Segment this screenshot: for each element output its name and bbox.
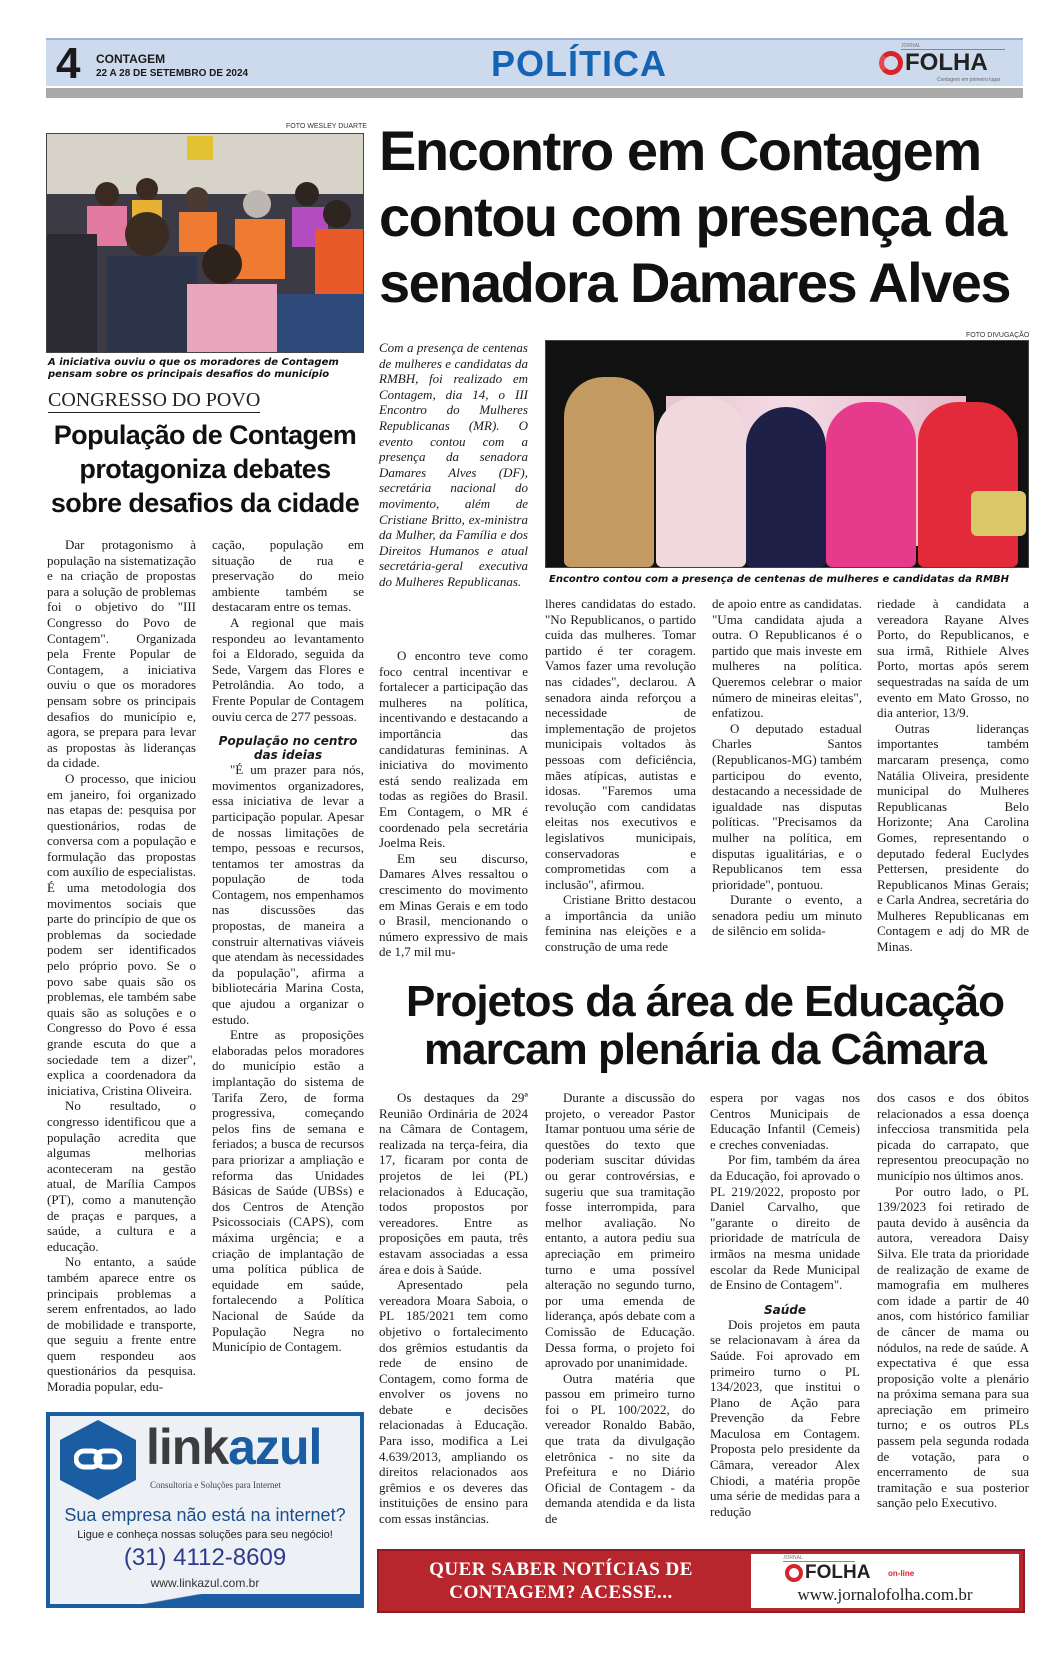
paragraph: No entanto, a saúde também aparece entre os principais problemas a serem enfrentados, ao lado de mobilidade e transporte, que seguiu a frente entre quem respondeu aos questionários da pesquisa. Moradia popular, edu- <box>47 1254 196 1395</box>
logo-o-ring-icon <box>879 51 903 75</box>
subheading: População no centro das ideias <box>218 734 358 763</box>
paragraph: Dar protagonismo à população na sistematização e na criação de propostas para a solução de problemas foi o objetivo do "III Congresso do Povo de Contagem". Organizada pela Frente Popular de Contagem, a iniciativa ouviu o que os moradores pensam sobre os principais desafios do município e, agora, se prepara para levar as propostas às lideranças da cidade. <box>47 537 196 771</box>
linkazul-pitch: Ligue e conheça nossas soluções para seu negócio! <box>77 1529 333 1541</box>
article-column <box>712 596 862 939</box>
decorative-swoosh <box>50 1594 360 1604</box>
person-figure <box>826 402 916 567</box>
paragraph: riedade à candidata a vereadora Rayane Alves Porto, do Republicanos, e sua irmã, Rithiele Alves Porto, mortas após serem sequestradas na saída de um evento em Mato Grosso, no dia anterior, 13/9. <box>877 596 1029 721</box>
linkazul-brand <box>146 1418 321 1476</box>
person-figure <box>746 407 826 567</box>
article-column <box>212 537 364 1355</box>
chain-link-icon <box>74 1446 122 1472</box>
paragraph: "É um prazer para nós, movimentos organizadores, essa iniciativa de levar a participação popular. Apesar de nossas limitações de tempo, pessoas e recursos, tentamos ter amostras da população de toda Contagem, nos empenhamos nas discussões das propostas, de maneira a construir alternativas viáveis que atendam às necessidades da população", afirma a bibliotecária Marina Costa, que ajudou a organizar o estudo. <box>212 762 364 1027</box>
paragraph: O processo, que iniciou em janeiro, foi organizado nas etapas de: pesquisa por questionários, rodas de conversa com a população e formulação das propostas com auxílio de especialistas. É uma metodologia dos movimentos sociais que parte do princípio de que os problemas da sociedade podem ser identificados pelo próprio povo. Se o povo sabe quais são os problemas, ele também sabe quais são as soluções e o Congresso do Povo é essa grande escuta do que a sociedade tem a dizer", explica a coordenadora da iniciativa, Cristina Oliveira. <box>47 770 196 1098</box>
brand-part: azul <box>228 1419 322 1475</box>
flower-gift <box>971 491 1026 536</box>
paragraph: Dois projetos em pauta se relacionavam à área da Saúde. Foi aprovado em primeiro turno o PL 134/2023, que institui o Plano de Ação para Prevenção da Febre Maculosa em Contagem. Proposta pelo presidente da Câmara, vereador Alex Chiodi, a matéria propõe uma série de medidas para a redução <box>710 1316 860 1519</box>
paragraph: cação, população em situação de rua e preservação do meio ambiente também se destacaram entre os temas. <box>212 537 364 615</box>
article-column <box>545 1090 695 1527</box>
article-headline: População de Contagem protagoniza debates sobre desafios da cidade <box>50 420 360 518</box>
logo-tagline: Contagem em primeiro lugar <box>937 77 1001 83</box>
article-column <box>710 1090 860 1519</box>
edition-dates: 22 A 28 DE SETEMBRO DE 2024 <box>96 68 249 79</box>
paragraph: No resultado, o congresso identificou que a população acredita que algumas melhorias aconteceram na gestão atual, de Marília Campos (PT), como a manutenção de praças e parques, a saúde, a cultura e a educação. <box>47 1098 196 1254</box>
folha-online-ad[interactable] <box>377 1549 1025 1613</box>
masthead-divider <box>46 88 1023 98</box>
city-label: CONTAGEM <box>96 52 166 66</box>
logo-jornal-label: JORNAL <box>783 1555 855 1562</box>
subheading: Saúde <box>763 1302 806 1317</box>
logo-name: FOLHA <box>905 49 988 76</box>
audience-photo <box>46 133 364 353</box>
brand-part: link <box>146 1419 229 1475</box>
paragraph: Outras lideranças importantes também marcaram presença, como Natália Oliveira, presidente municipal do Mulheres Republicanas Belo Horizonte; Ana Carolina Gomes, representando o deputado federal Euclydes Pettersen, presidente do Republicanos Minas Gerais; e Carla Andrea, secretária do Mulheres Republicanas em Contagem e adj do MR de Minas. <box>877 720 1029 955</box>
paragraph: Durante o evento, a senadora pediu um minuto de silêncio em solida- <box>712 892 862 939</box>
paragraph: espera por vagas nos Centros Municipais de Educação Infantil (Cemeis) e creches conveniadas. <box>710 1090 860 1152</box>
logo-jornal-label: JORNAL <box>901 43 1005 50</box>
audience-illustration <box>47 134 364 353</box>
linkazul-subtitle: Consultoria e Soluções para Internet <box>150 1480 281 1490</box>
headline-line: Projetos da área de Educação <box>405 977 1005 1026</box>
article-column <box>877 596 1029 955</box>
section-title: POLÍTICA <box>491 43 667 84</box>
paragraph: Durante a discussão do projeto, o vereador Pastor Itamar pontuou uma série de questões do texto que poderiam suscitar dúvidas ou gerar controvérsias, e sugeriu que sua tramitação fosse interrompida, para melhor avaliação. No entanto, a autora pediu sua apreciação em primeiro turno e uma possível alteração no segundo turno, por uma emenda de liderança, após debate com a Comissão de Educação. Dessa forma, o projeto foi aprovado por unanimidade. <box>545 1090 695 1371</box>
page-number: 4 <box>56 39 81 88</box>
linkazul-url[interactable]: www.linkazul.com.br <box>150 1576 260 1590</box>
person-figure <box>918 402 1018 567</box>
paragraph: O deputado estadual Charles Santos (Republicanos-MG) também participou do evento, destacando a necessidade de igualdade nas disputas políticas. "Precisamos da mulher na política, em disputas igualitárias, e o Republicanos tem essa prioridade", pontuou. <box>712 720 862 892</box>
person-figure <box>564 377 654 567</box>
linkazul-ad[interactable] <box>46 1412 364 1608</box>
paragraph: Em seu discurso, Damares Alves ressaltou o crescimento do movimento em Minas Gerais e em todo o Brasil, mencionando o número expressivo de mais de 1,7 mil mu- <box>379 850 528 960</box>
article-column <box>47 537 196 1395</box>
folha-online-box <box>751 1554 1019 1608</box>
person-figure <box>656 397 746 567</box>
photo-caption: Encontro contou com a presença de centenas de mulheres e candidatas da RMBH <box>549 574 1010 585</box>
paragraph: Por outro lado, o PL 139/2023 foi retirado de pauta devido à ausência da autora, vereadora Daisy Silva. Ele trata da prioridade de realização de exame de mamografia em mulheres com idade a partir de 40 anos, com histórico familiar de câncer de mama ou nódulos, na rede de saúde. A expectativa é que essa proposição volte a plenário na próxima semana para sua apreciação em primeiro turno; e os outros PLs passem pela segunda rodada de votação, para o encerramento de sua tramitação e sua posterior sanção pelo Executivo. <box>877 1183 1029 1511</box>
folha-logo <box>879 43 1011 85</box>
ad-message: QUER SABER NOTÍCIAS DE CONTAGEM? ACESSE... <box>429 1559 693 1603</box>
photo-credit: FOTO WESLEY DUARTE <box>286 123 367 130</box>
main-headline <box>379 118 1031 316</box>
paragraph: Os destaques da 29ª Reunião Ordinária de 2024 na Câmara de Contagem, realizada na terça-feira, dia 17, ficaram por conta de projetos de lei (PL) relacionados à Educação, todos propostos por vereadores. Entre as proposições em pauta, três estavam associadas a essa área e dois à Saúde. <box>379 1090 528 1277</box>
article-column <box>877 1090 1029 1511</box>
kicker-label: CONGRESSO DO POVO <box>48 389 261 411</box>
linkazul-question: Sua empresa não está na internet? <box>64 1505 346 1525</box>
masthead <box>46 38 1023 86</box>
paragraph: de apoio entre as candidatas. "Uma candidata ajuda a outra. O Republicanos é o partido que mais investe em mulheres na política. Queremos celebrar o maior número de mineiras eleitas", enfatizou. <box>712 596 862 721</box>
article-column <box>379 1090 528 1527</box>
online-label: on-line <box>888 1569 915 1578</box>
paragraph: Outra matéria que passou em primeiro turno foi o PL 100/2022, do vereador Ronaldo Babão, que trata da divulgação eletrônica - no site da Prefeitura e no Diário Oficial de Contagem - da demanda atendida e da lista de <box>545 1370 695 1527</box>
photo-credit: FOTO DIVUGAÇÃO <box>966 332 1030 339</box>
linkazul-phone[interactable]: (31) 4112-8609 <box>123 1544 287 1571</box>
paragraph: A regional que mais respondeu ao levantamento foi a Eldorado, seguida da Sede, Vargem das Flores e Petrolândia. Ao todo, a Frente Popular de Contagem ouviu cerca de 277 pessoas. <box>212 614 364 724</box>
event-photo <box>545 340 1029 568</box>
headline-line: contou com presença da <box>379 185 1006 248</box>
paragraph: dos casos e dos óbitos relacionados a essa doença infecciosa transmitida pela picada do carrapato, que representou preocupação no município nos últimos anos. <box>877 1090 1029 1183</box>
paragraph: Cristiane Britto destacou a importância da união feminina nas eleições e a construção de uma rede <box>545 892 696 955</box>
article-intro: Com a presença de centenas de mulheres e candidatas da RMBH, foi realizado em Contagem, dia 14, o III Encontro do Mulheres Republicanas (MR). O evento contou com a presença da senadora Damares Alves (DF), secretária nacional do movimento, além de Cristiane Britto, ex-ministra da Mulher, da Família e dos Direitos Humanos e atual secretária-geral executiva do Mulheres Republicanas. <box>379 340 528 589</box>
photo-caption: A iniciativa ouviu o que os moradores de Contagem pensam sobre os principais desafios do município <box>48 357 339 380</box>
paragraph: lheres candidatas do estado. "No Republicanos, o partido cuida das mulheres. Tomar partido é ter coragem. Vamos fazer uma revolução nas cidades", declarou. A senadora ainda reforçou a necessidade de implementação de projetos municipais voltados às pessoas com deficiência, mães atípicas, autistas e idosas. "Faremos uma revolução com candidatas eleitas nos executivos e legislativos municipais, conservadoras e comprometidas com a inclusão", afirmou. <box>545 596 696 892</box>
headline-line: senadora Damares Alves <box>379 251 1011 314</box>
article-column <box>545 596 696 955</box>
paragraph: Por fim, também da área da Educação, foi aprovado o PL 219/2022, proposto por Daniel Carvalho, que "garante o direito de prioridade de matrícula de irmãos na mesma unidade escolar da Rede Municipal de Ensino de Contagem". <box>710 1152 860 1293</box>
paragraph: Entre as proposições elaboradas pelos moradores do município estão a implantação do sistema de Tarifa Zero, de forma progressiva, começando pelos fins de semana e feriados; a busca de recursos para priorizar a ampliação e reforma das Unidades Básicas de Saúde (UBSs) e dos Centros de Atenção Psicossociais (CAPS), com máxima urgência; e a criação de implantação de uma política pública de equidade em saúde, fortalecendo a Política Nacional de Saúde da População Negra no Município de Contagem. <box>212 1027 364 1355</box>
headline-line: Encontro em Contagem <box>379 119 981 182</box>
folha-url[interactable]: www.jornalofolha.com.br <box>797 1585 973 1604</box>
paragraph: O encontro teve como foco central incentivar e fortalecer a participação das mulheres na política, incentivando e destacando a importância das candidaturas femininas. A iniciativa do movimento está sendo realizada em todas as regiões do Brasil. Em Contagem, o MR é coordenado pela secretária Joelma Reis. <box>379 648 528 851</box>
logo-o-ring-icon <box>785 1564 803 1582</box>
headline-line: marcam plenária da Câmara <box>424 1025 986 1074</box>
second-headline <box>379 978 1031 1074</box>
article-column <box>379 648 528 960</box>
paragraph: Apresentado pela vereadora Moara Saboia, o PL 185/2021 tem como objetivo o fortalecimento dos grêmios estudantis da rede de ensino de Contagem, como forma de envolver os jovens no debate e decisões relacionadas à Educação. Para isso, modifica a Lei 4.639/2013, ampliando os direitos relacionados aos grêmios e os deveres das instituições de ensino para com essas instâncias. <box>379 1277 528 1527</box>
logo-name: FOLHA <box>805 1562 871 1583</box>
